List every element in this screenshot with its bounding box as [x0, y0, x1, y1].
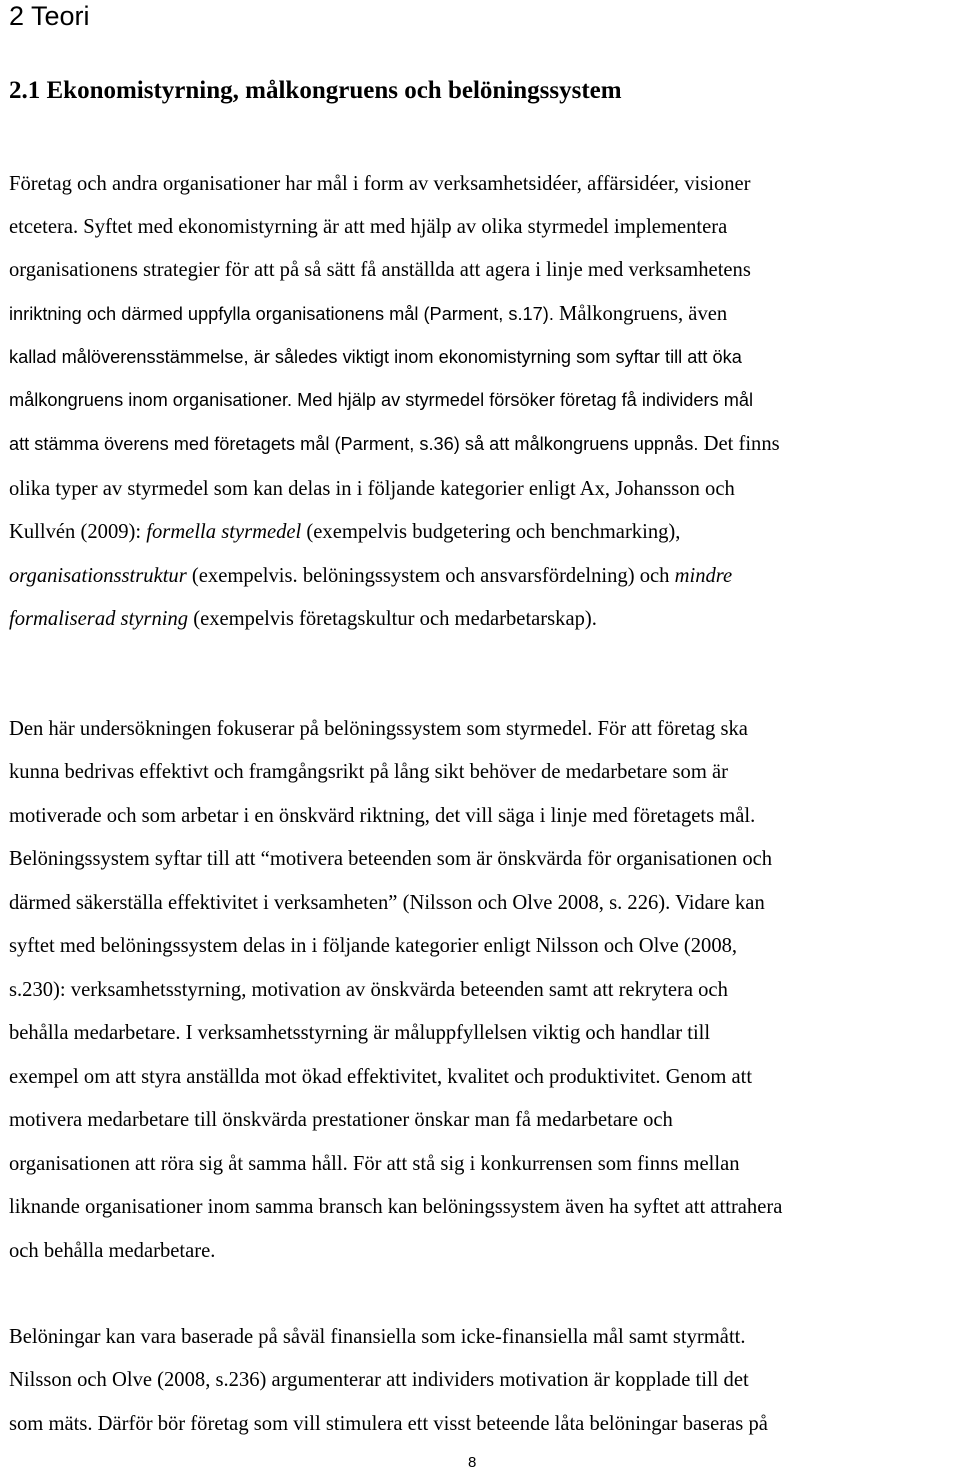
- paragraph-3-line: Belöningar kan vara baserade på såväl finansiella som icke-finansiella mål samt styrmått.: [9, 1326, 746, 1348]
- paragraph-1-line: Företag och andra organisationer har mål i form av verksamhetsidéer, affärsidéer, visioner: [9, 173, 751, 195]
- paragraph-1-line: kallad målöverensstämmelse, är således viktigt inom ekonomistyrning som syftar till att öka: [9, 347, 742, 367]
- paragraph-2-line: syftet med belöningssystem delas in i följande kategorier enligt Nilsson och Olve (2008,: [9, 935, 738, 957]
- paragraph-1-text: Målkongruens, även: [553, 303, 728, 325]
- paragraph-1-text: (exempelvis budgetering och benchmarking),: [301, 521, 681, 543]
- paragraph-3-line: som mäts. Därför bör företag som vill stimulera ett visst beteende låta belöningar baseras på: [9, 1413, 768, 1435]
- paragraph-2-line: exempel om att styra anställda mot ökad effektivitet, kvalitet och produktivitet. Genom att: [9, 1066, 753, 1088]
- paragraph-2-line: Belöningssystem syftar till att “motivera beteenden som är önskvärda för organisationen och: [9, 848, 773, 870]
- paragraph-1-emphasis: formella styrmedel: [146, 521, 302, 543]
- paragraph-1-line: [9, 430, 780, 458]
- paragraph-2-line: därmed säkerställa effektivitet i verksamheten” (Nilsson och Olve 2008, s. 226). Vidare kan: [9, 892, 765, 914]
- paragraph-1-line: etcetera. Syftet med ekonomistyrning är att med hjälp av olika styrmedel implementera: [9, 216, 728, 238]
- paragraph-2-line: liknande organisationer inom samma bransch kan belöningssystem även ha syftet att attrahera: [9, 1196, 783, 1218]
- paragraph-1-line: [9, 605, 597, 633]
- chapter-heading: 2 Teori: [9, 1, 90, 31]
- paragraph-2-line: Den här undersökningen fokuserar på belöningssystem som styrmedel. För att företag ska: [9, 718, 748, 740]
- paragraph-1-line: [9, 562, 732, 590]
- paragraph-1-text: (exempelvis. belöningssystem och ansvarsfördelning) och: [186, 565, 675, 587]
- section-heading: 2.1 Ekonomistyrning, målkongruens och belöningssystem: [9, 77, 622, 104]
- paragraph-1-emphasis: formaliserad styrning: [9, 608, 189, 630]
- paragraph-1-emphasis: mindre: [674, 565, 733, 587]
- page-number: 8: [468, 1454, 477, 1471]
- paragraph-2-line: s.230): verksamhetsstyrning, motivation av önskvärda beteenden samt att rekrytera och: [9, 979, 728, 1001]
- paragraph-1-text: att stämma överens med företagets mål (Parment, s.36) så att målkongruens uppnås.: [9, 434, 699, 454]
- paragraph-1-line: organisationens strategier för att på så sätt få anställda att agera i linje med verksamhetens: [9, 259, 751, 281]
- paragraph-1-line: [9, 300, 727, 328]
- paragraph-2-line: motivera medarbetare till önskvärda prestationer önskar man få medarbetare och: [9, 1109, 673, 1131]
- paragraph-1-emphasis: organisationsstruktur: [9, 565, 187, 587]
- paragraph-2-line: organisationen att röra sig åt samma håll. För att stå sig i konkurrensen som finns mellan: [9, 1153, 740, 1175]
- paragraph-2-line: motiverade och som arbetar i en önskvärd riktning, det vill säga i linje med företagets mål.: [9, 805, 756, 827]
- paragraph-1-line: [9, 386, 753, 414]
- paragraph-1-text: inriktning och därmed uppfylla organisationens mål (Parment, s.17).: [9, 304, 554, 324]
- paragraph-1-text: (exempelvis företagskultur och medarbetarskap).: [188, 608, 597, 630]
- paragraph-1-text: Kullvén (2009):: [9, 521, 147, 543]
- paragraph-2-line: kunna bedrivas effektivt och framgångsrikt på lång sikt behöver de medarbetare som är: [9, 761, 729, 783]
- paragraph-2-line: och behålla medarbetare.: [9, 1240, 216, 1262]
- paragraph-1-text: Det finns: [698, 433, 780, 455]
- paragraph-1-text: målkongruens inom organisationer. Med hjälp av styrmedel försöker företag få individers mål: [9, 390, 754, 410]
- paragraph-2-line: behålla medarbetare. I verksamhetsstyrning är måluppfyllelsen viktig och handlar till: [9, 1022, 711, 1044]
- paragraph-3-line: Nilsson och Olve (2008, s.236) argumenterar att individers motivation är kopplade till det: [9, 1369, 749, 1391]
- paragraph-1-line: olika typer av styrmedel som kan delas in i följande kategorier enligt Ax, Johansson och: [9, 478, 735, 500]
- paragraph-1-line: [9, 518, 680, 546]
